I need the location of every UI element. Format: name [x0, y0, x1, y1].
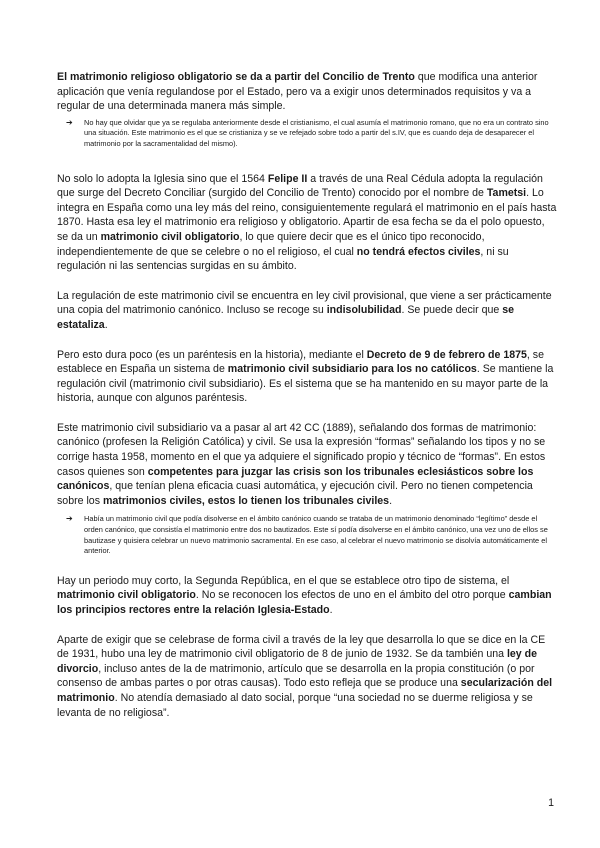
bullet-note — [57, 514, 557, 556]
bold-text: matrimonios civiles, estos lo tienen los tribunales civiles — [102, 494, 390, 507]
bold-text: indisolubilidad — [326, 304, 402, 317]
page-number: 1 — [548, 797, 554, 809]
text-run: Pero esto dura poco (es un paréntesis en la historia), mediante el — [57, 348, 367, 361]
paragraph — [57, 348, 557, 406]
text-run: , incluso antes de la de matrimonio, artículo que se desarrolla en la propia constitución (o por consenso de ambas partes o por otras causas). Todo esto refleja que se produce una — [57, 662, 535, 690]
bold-text: matrimonio civil obligatorio — [100, 230, 240, 243]
paragraph — [57, 289, 557, 333]
paragraph — [57, 172, 557, 274]
text-run: No solo lo adopta la Iglesia sino que el 1564 — [57, 172, 268, 185]
bullet-text — [84, 514, 548, 555]
text-run: a través de una Real Cédula adopta la regulación que surge del Decreto Conciliar (surgido del Concilio de Trento) conocido por el nombre de — [57, 172, 543, 200]
bold-text: cambian los principios rectores entre la relación Iglesia-Estado — [57, 589, 552, 616]
bold-text: Tametsi — [486, 187, 527, 200]
bold-text: secularización del matrimonio — [57, 677, 553, 704]
text-run: . Se puede decir que — [401, 304, 503, 317]
text-run: , se establece en España un sistema de — [57, 348, 544, 376]
bold-text: no tendrá efectos civiles — [356, 245, 481, 258]
text-run: . No atendía demasiado al dato social, porque “una sociedad no se duerme religiosa y se levanta de no religiosa”. — [57, 691, 533, 719]
bullet-note — [57, 118, 557, 150]
paragraph — [57, 633, 557, 721]
bold-text: ley de divorcio — [57, 648, 538, 675]
text-run: , que tenían plena eficacia cuasi automática, y ejecución civil. Pero no tienen competencia sobre los — [57, 480, 533, 507]
text-run: . — [104, 318, 108, 331]
bold-text: matrimonio civil obligatorio — [57, 589, 196, 602]
arrow-icon: ➔ — [66, 117, 73, 127]
text-run: , lo que quiere decir que es el único tipo reconocido, independientemente de que se celebre o no el religioso, el cual — [57, 230, 485, 258]
bold-text: Felipe II — [267, 172, 308, 185]
text-run: . — [329, 604, 333, 616]
text-run: La regulación de este matrimonio civil se encuentra en ley civil provisional, que viene a ser prácticamente una copia del matrimonio canónico. Incluso se recoge su — [57, 289, 552, 317]
text-run: Hay un periodo muy corto, la Segunda República, en el que se establece otro tipo de sistema, el — [57, 574, 510, 587]
text-run: que modifica una anterior aplicación que venía regulandose por el Estado, pero va a exigir unos determinados requisitos y va a regular de una determinada manera más simple. — [57, 71, 538, 113]
bold-text: matrimonio civil subsidiario para los no católicos — [227, 363, 477, 376]
paragraph — [57, 421, 557, 509]
text-run: . Se mantiene la regulación civil (matrimonio civil subsidiario). Es el sistema que se ha mantenido en su mayor parte de la historia, aunque con algunos paréntesis. — [57, 363, 554, 405]
arrow-icon: ➔ — [66, 514, 73, 524]
bold-text: El matrimonio religioso obligatorio se da a partir del Concilio de Trento — [57, 71, 415, 83]
paragraph — [57, 70, 557, 114]
text-run: , ni su regulación ni las sentencias surgidas en su ámbito. — [57, 245, 509, 273]
text-run: Aparte de exigir que se celebrase de forma civil a través de la ley que desarrolla lo que se dice en la CE de 1931, hubo una ley de matrimonio civil obligatorio de 8 de junio de 1932. Se da también una — [57, 633, 546, 661]
bullet-text — [84, 118, 549, 148]
text-run: No hay que olvidar que ya se regulaba anteriormente desde el cristianismo, el cual asumía el matrimonio romano, que no era un contrato sino una situación. Este matrimonio es el que se cristianiza y se ve refejado sobre todo a partir del s.IV, que es cuando deja de desaparecer el matrimonio por la sacramentalidad del mismo). — [84, 117, 549, 148]
bold-text: Decreto de 9 de febrero de 1875 — [366, 348, 527, 361]
text-run: Este matrimonio civil subsidiario va a pasar al art 42 CC (1889), señalando dos formas de matrimonio: canónico (profesen la Religión Católica) y civil. Se usa la expresión “formas” señalando los tipos y no se corrige hasta 1958, momento en el que ya adquiere el significado propio y técnico de “formas”. En estos casos quienes son — [57, 421, 546, 478]
text-run: . — [389, 494, 393, 507]
bold-text: se estataliza — [57, 304, 514, 331]
text-run: . No se reconocen los efectos de uno en el ámbito del otro porque — [195, 589, 509, 602]
paragraph — [57, 574, 557, 618]
document-body — [57, 70, 557, 720]
bold-text: competentes para juzgar las crisis son los tribunales eclesiásticos sobre los canónicos — [57, 465, 534, 493]
text-run: Había un matrimonio civil que podía disolverse en el ámbito canónico cuando se trataba de un matrimonio denominado “legítimo” desde el orden canónico, que consistía el matrimonio entre dos no bautizados. Este sí podía disolverse en el ámbito canónico, una vez uno de ellos se bautizase y quisiera celebrar un nuevo matrimonio sacramental. En ese caso, al celebrar el nuevo matrimonio se disolvía automáticamente el anterior. — [84, 514, 548, 556]
text-run: . Lo integra en España como una ley más del reino, consiguientemente regulará el matrimonio en el país hasta 1870. Hasta esa ley el matrimonio era religioso y obligatorio. Apartir de esa fecha se da el polo opuesto, se da un — [57, 187, 557, 243]
